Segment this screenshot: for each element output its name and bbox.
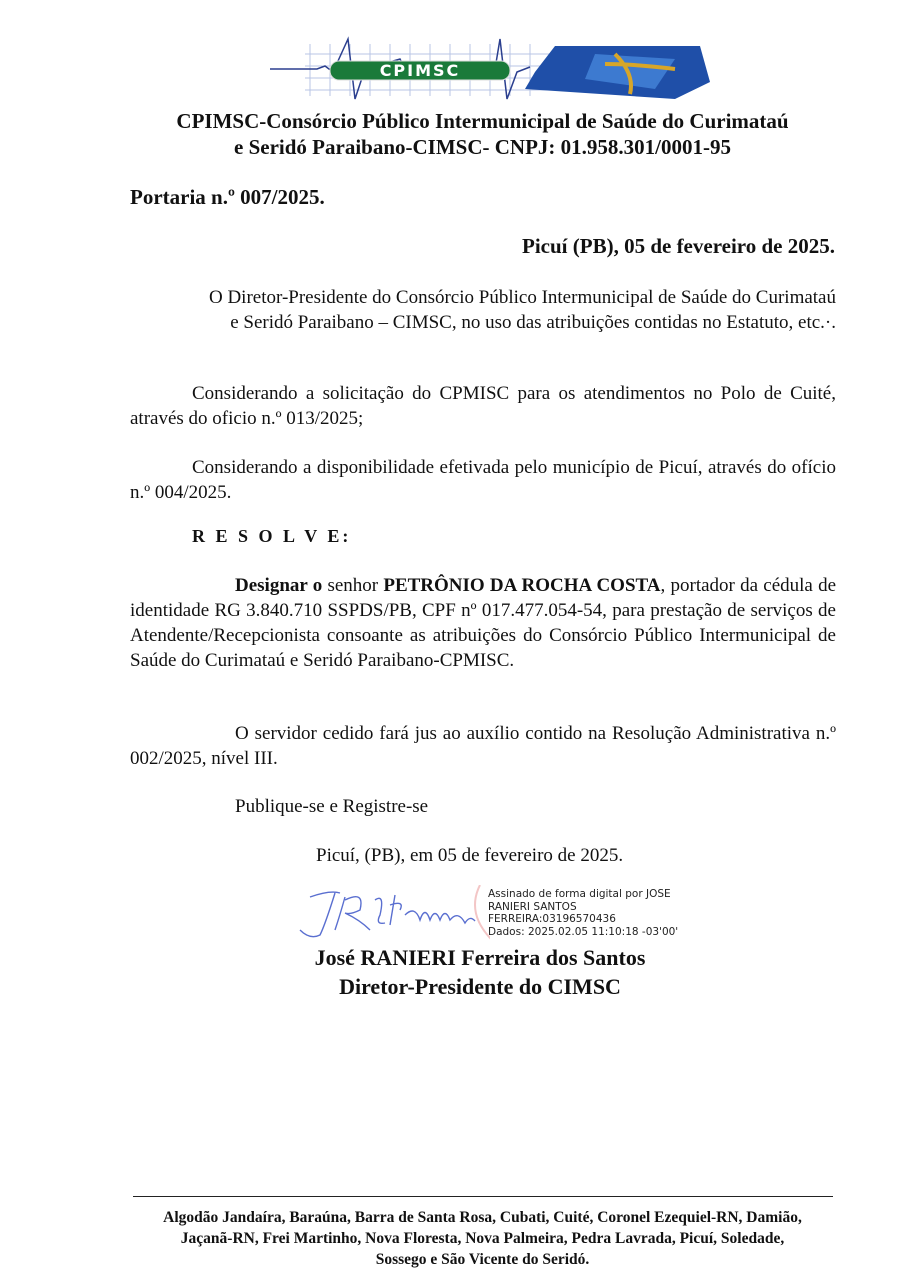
digital-signature-line: Dados: 2025.02.05 11:10:18 -03'00': [488, 925, 679, 938]
digital-signature-line: Assinado de forma digital por JOSE: [488, 888, 671, 900]
considerando-paragraph-1: Considerando a solicitação do CPMISC para os atendimentos no Polo de Cuité, através do oficio n.º 013/2025;: [130, 383, 836, 429]
heading-line-1: CPIMSC-Consórcio Público Intermunicipal de Saúde do Curimataú: [176, 109, 789, 133]
digital-signature-line: FERREIRA:03196570436: [488, 913, 616, 925]
footer-municipalities: [110, 1207, 855, 1270]
designar-text-2: , portador da cédula de identidade RG 3.840.710 SSPDS/PB, CPF nº 017.477.054-54, para prestação de serviços de Atendente/Recepcionista consoante as atribuições do Consórcio Público Intermunicipal de Saúde do Curimataú e Seridó Paraibano-CPMISC.: [130, 575, 837, 671]
signer-block: [100, 943, 860, 1001]
handwritten-signature: [290, 885, 490, 945]
intro-paragraph: O Diretor-Presidente do Consórcio Público Intermunicipal de Saúde do Curimataú e Seridó Paraibano – CIMSC, no uso das atribuições contidas no Estatuto, etc.·.: [208, 287, 836, 333]
considerando-paragraph-2: Considerando a disponibilidade efetivada pelo município de Picuí, através do ofício n.º 004/2025.: [130, 457, 836, 503]
portaria-number: Portaria n.º 007/2025.: [130, 185, 325, 209]
designar-label: Designar o: [235, 575, 323, 596]
designar-text: senhor: [322, 575, 384, 596]
digital-signature-stamp: [488, 888, 678, 938]
organization-heading: [110, 108, 855, 160]
resolve-heading: R E S O L V E:: [192, 526, 352, 546]
closing-date: Picuí, (PB), em 05 de fevereiro de 2025.: [316, 845, 624, 866]
cpimsc-logo: [255, 34, 710, 104]
footer-line-1: Algodão Jandaíra, Baraúna, Barra de Santa Rosa, Cubati, Cuité, Coronel Ezequiel-RN, Damião,: [163, 1209, 802, 1226]
publique-text: Publique-se e Registre-se: [235, 796, 429, 817]
heading-line-2: e Seridó Paraibano-CIMSC- CNPJ: 01.958.301/0001-95: [234, 135, 731, 159]
footer-line-3: Sossego e São Vicente do Seridó.: [375, 1251, 590, 1268]
designar-paragraph: [130, 573, 836, 673]
servidor-paragraph: O servidor cedido fará jus ao auxílio contido na Resolução Administrativa n.º 002/2025, nível III.: [130, 723, 836, 769]
logo-text: CPIMSC: [379, 61, 461, 80]
digital-signature-line: RANIERI SANTOS: [488, 900, 577, 913]
document-date: Picuí (PB), 05 de fevereiro de 2025.: [522, 234, 835, 258]
designee-name: PETRÔNIO DA ROCHA COSTA: [383, 575, 661, 596]
footer-line-2: Jaçanã-RN, Frei Martinho, Nova Floresta, Nova Palmeira, Pedra Lavrada, Picuí, Soledade,: [180, 1230, 785, 1247]
signer-title: Diretor-Presidente do CIMSC: [339, 974, 621, 999]
signer-name: José RANIERI Ferreira dos Santos: [314, 945, 646, 970]
footer-divider: [133, 1196, 833, 1197]
